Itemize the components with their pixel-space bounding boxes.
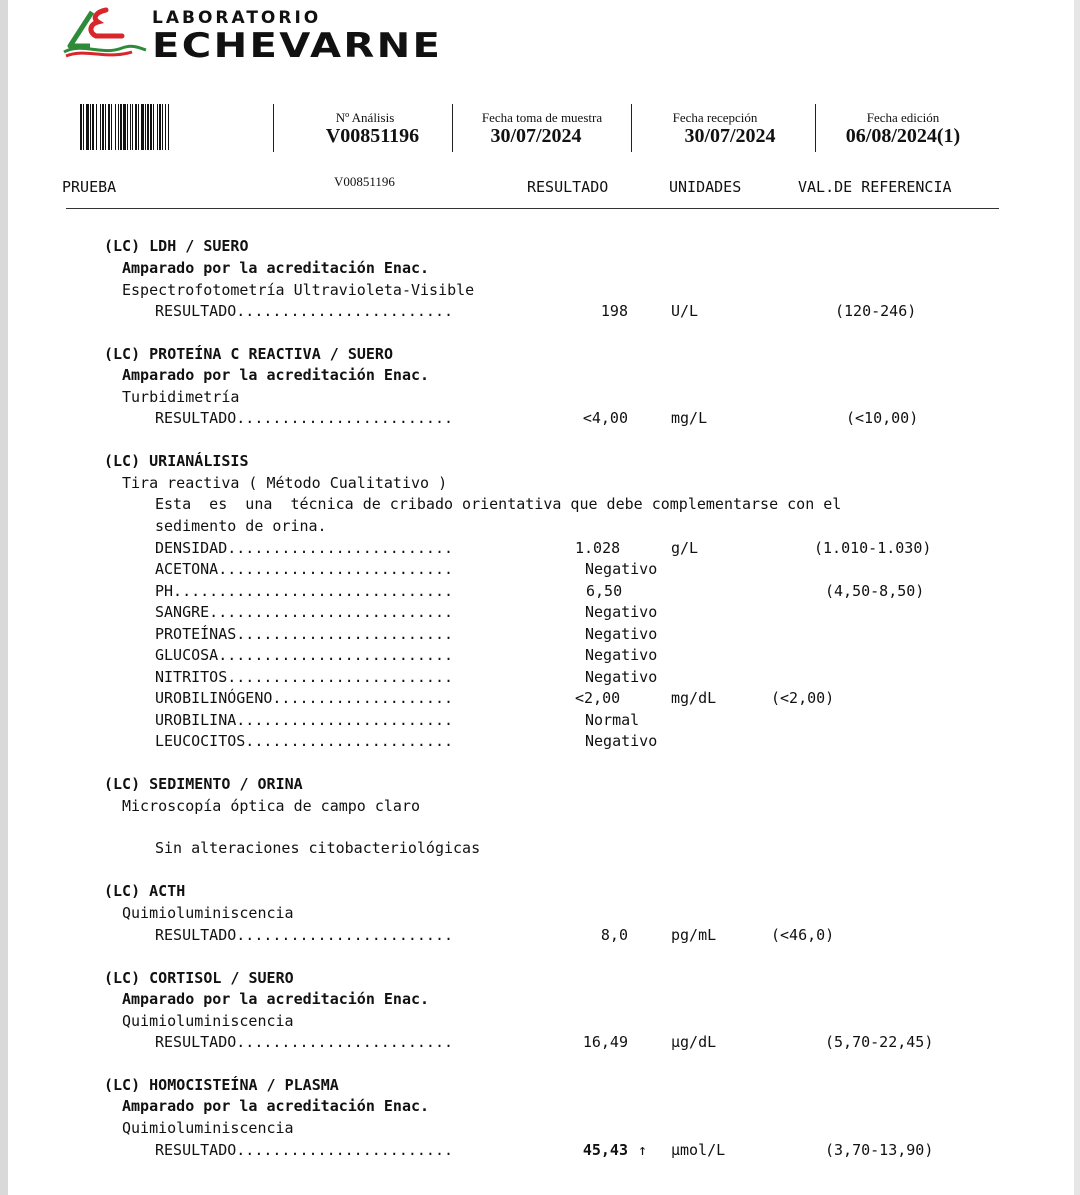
note-urianalisis-2: sedimento de orina.: [155, 517, 327, 535]
urianalisis-row-label: SANGRE...........................: [155, 603, 454, 621]
edition-date-value: 06/08/2024(1): [845, 125, 961, 147]
urianalisis-row-value: <2,00: [575, 689, 621, 707]
lab-prefix: LABORATORIO: [152, 8, 322, 28]
urianalisis-row-label: NITRITOS.........................: [155, 668, 454, 686]
page-edge-right: [1074, 0, 1080, 1195]
page-edge-left: [0, 0, 8, 1195]
analysis-number-value: V00851196: [325, 125, 420, 147]
result-value-ldh: 198: [600, 302, 628, 320]
reception-date-value: 30/07/2024: [684, 125, 776, 147]
result-unit-pcr: mg/L: [671, 409, 708, 427]
reception-date-label: Fecha recepción: [672, 110, 758, 125]
result-value-acth: 8,0: [600, 926, 628, 944]
method-ldh: Espectrofotometría Ultravioleta-Visible: [122, 281, 475, 299]
accreditation-cortisol: Amparado por la acreditación Enac.: [122, 990, 430, 1008]
urianalisis-row-value: Negativo: [585, 560, 658, 578]
result-ref-pcr: (<10,00): [846, 409, 919, 427]
lab-name: ECHEVARNE: [152, 26, 443, 66]
result-label-ldh: RESULTADO........................: [155, 302, 454, 320]
high-flag-icon: ↑: [638, 1141, 648, 1159]
edition-date-label: Fecha edición: [866, 110, 940, 125]
sub-analysis-code: V00851196: [334, 174, 395, 189]
accreditation-homocisteina: Amparado por la acreditación Enac.: [122, 1097, 430, 1115]
urianalisis-row-value: Negativo: [585, 732, 658, 750]
result-sedimento: Sin alteraciones citobacteriológicas: [155, 839, 481, 857]
urianalisis-row-value: 6,50: [586, 582, 623, 600]
urianalisis-row-unit: mg/dL: [671, 689, 717, 707]
urianalisis-row-value: Negativo: [585, 668, 658, 686]
urianalisis-row-label: DENSIDAD.........................: [155, 539, 454, 557]
urianalisis-row-value: Normal: [585, 711, 640, 729]
section-title-pcr: (LC) PROTEÍNA C REACTIVA / SUERO: [104, 345, 393, 363]
result-unit-homocisteina: µmol/L: [671, 1141, 726, 1159]
sample-date-label: Fecha toma de muestra: [481, 110, 603, 125]
result-label-pcr: RESULTADO........................: [155, 409, 454, 427]
column-prueba: PRUEBA: [62, 178, 117, 196]
urianalisis-row-label: GLUCOSA..........................: [155, 646, 454, 664]
header-divider: [631, 104, 632, 152]
urianalisis-row-value: Negativo: [585, 625, 658, 643]
urianalisis-row-ref: (<2,00): [771, 689, 835, 707]
result-label-acth: RESULTADO........................: [155, 926, 454, 944]
urianalisis-row-label: ACETONA..........................: [155, 560, 454, 578]
result-value-cortisol: 16,49: [582, 1033, 628, 1051]
barcode: [80, 104, 266, 150]
method-homocisteina: Quimioluminiscencia: [122, 1119, 294, 1137]
urianalisis-row-unit: g/L: [671, 539, 699, 557]
method-pcr: Turbidimetría: [122, 388, 240, 406]
urianalisis-row-ref: (1.010-1.030): [814, 539, 932, 557]
accreditation-ldh: Amparado por la acreditación Enac.: [122, 259, 430, 277]
header-divider: [273, 104, 274, 152]
method-cortisol: Quimioluminiscencia: [122, 1012, 294, 1030]
result-unit-cortisol: µg/dL: [671, 1033, 717, 1051]
urianalisis-row-label: UROBILINA........................: [155, 711, 454, 729]
section-title-homocisteina: (LC) HOMOCISTEÍNA / PLASMA: [104, 1076, 339, 1094]
result-value-homocisteina: 45,43: [582, 1141, 628, 1159]
lab-logo-icon: [62, 6, 148, 58]
column-resultado: RESULTADO: [527, 178, 609, 196]
column-referencia: VAL.DE REFERENCIA: [798, 178, 952, 196]
urianalisis-row-label: PROTEÍNAS........................: [155, 625, 454, 643]
urianalisis-row-label: LEUCOCITOS.......................: [155, 732, 454, 750]
urianalisis-row-ref: (4,50-8,50): [825, 582, 925, 600]
barcode-bar: [169, 104, 170, 150]
method-urianalisis: Tira reactiva ( Método Cualitativo ): [122, 474, 448, 492]
section-title-acth: (LC) ACTH: [104, 882, 186, 900]
urianalisis-row-label: UROBILINÓGENO....................: [155, 689, 454, 707]
urianalisis-row-value: 1.028: [575, 539, 621, 557]
result-label-homocisteina: RESULTADO........................: [155, 1141, 454, 1159]
result-unit-acth: pg/mL: [671, 926, 717, 944]
result-value-pcr: <4,00: [582, 409, 628, 427]
column-unidades: UNIDADES: [669, 178, 742, 196]
sample-date-value: 30/07/2024: [490, 125, 582, 147]
header-divider: [452, 104, 453, 152]
method-acth: Quimioluminiscencia: [122, 904, 294, 922]
urianalisis-row-value: Negativo: [585, 603, 658, 621]
urianalisis-row-label: PH...............................: [155, 582, 454, 600]
section-title-cortisol: (LC) CORTISOL / SUERO: [104, 969, 294, 987]
note-urianalisis-1: Esta es una técnica de cribado orientativa que debe complementarse con el: [155, 495, 842, 513]
result-ref-ldh: (120-246): [835, 302, 917, 320]
result-ref-homocisteina: (3,70-13,90): [825, 1141, 934, 1159]
result-ref-cortisol: (5,70-22,45): [825, 1033, 934, 1051]
method-sedimento: Microscopía óptica de campo claro: [122, 797, 421, 815]
section-title-urianalisis: (LC) URIANÁLISIS: [104, 452, 249, 470]
urianalisis-row-value: Negativo: [585, 646, 658, 664]
result-unit-ldh: U/L: [671, 302, 699, 320]
result-ref-acth: (<46,0): [771, 926, 835, 944]
header-rule: [66, 208, 999, 209]
result-label-cortisol: RESULTADO........................: [155, 1033, 454, 1051]
analysis-number-label: Nº Análisis: [335, 110, 395, 125]
section-title-sedimento: (LC) SEDIMENTO / ORINA: [104, 775, 303, 793]
section-title-ldh: (LC) LDH / SUERO: [104, 237, 249, 255]
accreditation-pcr: Amparado por la acreditación Enac.: [122, 366, 430, 384]
header-divider: [815, 104, 816, 152]
